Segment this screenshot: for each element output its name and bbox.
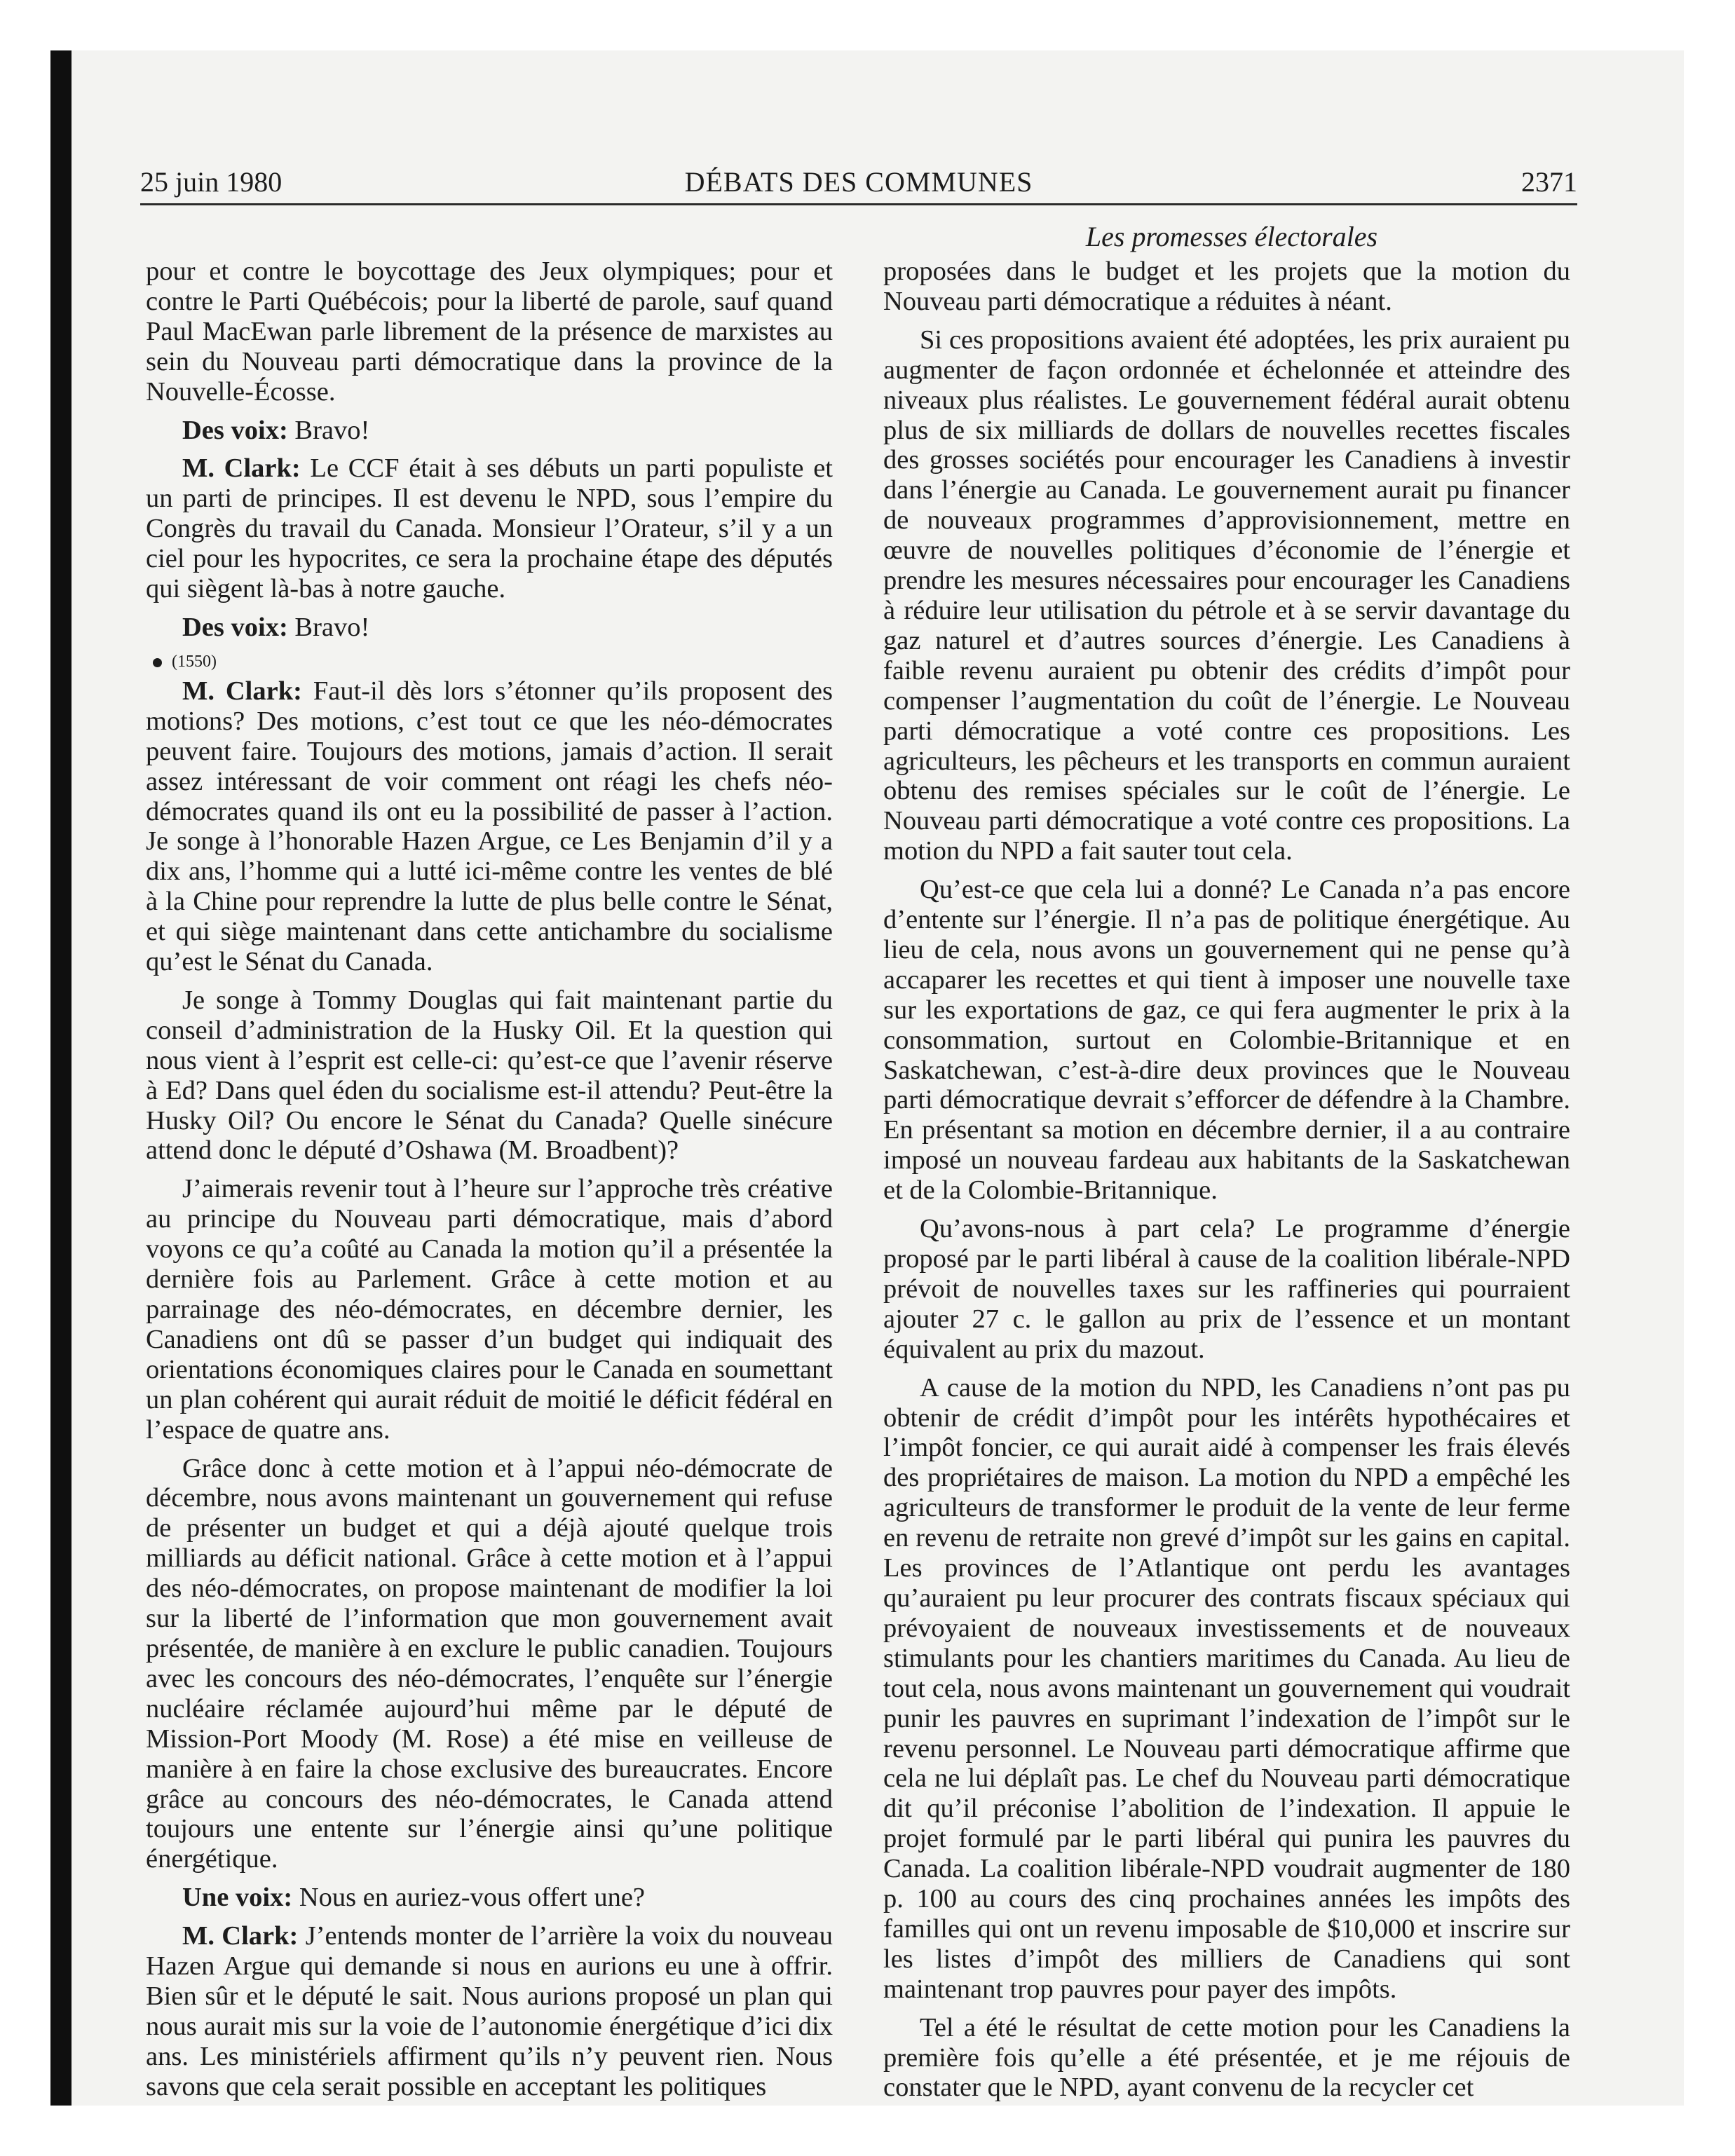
paragraph — [146, 676, 833, 977]
paragraph: Si ces propositions avaient été adoptées, les prix auraient pu augmenter de façon ordonnée et échelonnée et atteindre des niveaux plus réalistes. Le gouvernement fédéral aurait obtenu plus de six milliards de dollars de nouvelles recettes fiscales des grosses sociétés pour encourager les Canadiens à investir dans l’énergie au Canada. Le gouvernement aurait pu financer de nouveaux programmes d’approvisionnement, mettre en œuvre de nouvelles politiques d’économie de l’énergie et prendre les mesures nécessaires pour encourager les Canadiens à réduire leur utilisation du pétrole et à se servir davantage du gaz naturel et d’autres sources d’énergie. Les Canadiens à faible revenu auraient pu obtenir des crédits d’impôt pour compenser l’augmentation du coût de l’énergie. Le Nouveau parti démocratique a voté contre ces propositions. Les agriculteurs, les pêcheurs et les transports en commun auraient obtenu des remises spéciales sur le coût de l’énergie. Le Nouveau parti démocratique a voté contre ces propositions. La motion du NPD a fait sauter tout cela. — [883, 325, 1570, 866]
right-column — [883, 257, 1570, 2111]
paragraph: pour et contre le boycottage des Jeux olympiques; pour et contre le Parti Québécois; pour la liberté de parole, sauf quand Paul MacEwan parle librement de la présence de marxistes au sein du Nouveau parti démocratique dans la province de la Nouvelle-Écosse. — [146, 257, 833, 407]
paragraph: Qu’avons-nous à part cela? Le programme d’énergie proposé par le parti libéral à cause de la coalition libérale-NPD prévoit de nouvelles taxes sur les raffineries qui pourraient ajouter 27 c. le gallon au prix de l’essence et un montant équivalent au prix du mazout. — [883, 1214, 1570, 1364]
binding-edge — [50, 50, 72, 2106]
speaker-label: Des voix: — [182, 415, 288, 445]
paragraph — [146, 1921, 833, 2101]
speech-text: Bravo! — [287, 415, 370, 445]
page-number: 2371 — [1521, 166, 1577, 198]
paragraph: Je songe à Tommy Douglas qui fait maintenant partie du conseil d’administration de la Husky Oil. Et la question qui nous vient à l’esprit est celle-ci: qu’est-ce que l’avenir réserve à Ed? Dans quel éden du socialisme est-il attendu? Peut-être la Husky Oil? Ou encore le Sénat du Canada? Quelle sinécure attend donc le député d’Oshawa (M. Broadbent)? — [146, 985, 833, 1166]
page-header — [140, 163, 1577, 202]
paragraph: J’aimerais revenir tout à l’heure sur l’approche très créative au principe du Nouveau parti démocratique, mais d’abord voyons ce qu’a coûté au Canada la motion qu’il a présentée la dernière fois au Parlement. Grâce à cette motion et au parrainage des néo-démocrates, en décembre dernier, les Canadiens ont dû se passer d’un budget qui indiquait des orientations économiques claires pour le Canada en soumettant un plan cohérent qui aurait réduit de moitié le déficit fédéral en l’espace de quatre ans. — [146, 1174, 833, 1445]
speaker-label: M. Clark: — [182, 453, 301, 484]
speech-text: Nous en auriez-vous offert une? — [292, 1883, 646, 1913]
time-marker — [153, 651, 833, 672]
paragraph: Tel a été le résultat de cette motion pour les Canadiens la première fois qu’elle a été présentée, et je me réjouis de constater que le NPD, ayant convenu de la recycler cet — [883, 2012, 1570, 2103]
speaker-label: Des voix: — [182, 612, 288, 642]
header-rule — [140, 203, 1577, 205]
speech-text: Faut-il dès lors s’étonner qu’ils proposent des motions? Des motions, c’est tout ce que les néo-démocrates peuvent faire. Toujours des motions, jamais d’action. Il serait assez intéressant de voir comment ont réagi les chefs néo-démocrates quand ils ont eu la possibilité de passer à l’action. Je songe à l’honorable Hazen Argue, ce Les Benjamin d’il y a dix ans, l’homme qui a lutté ici-même contre les ventes de blé à la Chine pour reprendre la lutte de plus belle contre le Sénat, et qui siège maintenant dans cette antichambre du socialisme qu’est le Sénat du Canada. — [146, 676, 833, 977]
left-column — [146, 257, 833, 2110]
paragraph: Grâce donc à cette motion et à l’appui néo-démocrate de décembre, nous avons maintenant un gouvernement qui refuse de présenter un budget et qui a déjà ajouté quelque trois milliards au déficit national. Grâce à cette motion et à l’appui des néo-démocrates, on propose maintenant de modifier la loi sur la liberté de l’information que mon gouvernement avait présentée, de manière à en exclure le public canadien. Toujours avec les concours des néo-démocrates, l’enquête sur l’énergie nucléaire réclamée aujourd’hui même par le député de Mission-Port Moody (M. Rose) a été mise en veilleuse de manière à en faire la chose exclusive des bureaucrates. Encore grâce au concours des néo-démocrates, le Canada attend toujours une entente sur l’énergie ainsi qu’une politique énergétique. — [146, 1453, 833, 1874]
speech-text: J’entends monter de l’arrière la voix du nouveau Hazen Argue qui demande si nous en aurions eu une à offrir. Bien sûr et le député le sait. Nous aurions proposé un plan qui nous aurait mis sur la voie de l’autonomie énergétique d’ici dix ans. Les ministériels affirment qu’ils n’y peuvent rien. Nous savons que cela serait possible en acceptant les politiques — [146, 1921, 833, 2101]
speaker-label: M. Clark: — [182, 1921, 299, 1951]
bullet-icon — [153, 658, 162, 667]
paragraph: proposées dans le budget et les projets que la motion du Nouveau parti démocratique a réduites à néant. — [883, 257, 1570, 316]
paragraph — [146, 613, 833, 643]
time-marker-text: (1550) — [172, 652, 217, 671]
speaker-label: Une voix: — [182, 1883, 293, 1913]
header-date: 25 juin 1980 — [140, 166, 283, 198]
paragraph: Qu’est-ce que cela lui a donné? Le Canada n’a pas encore d’entente sur l’énergie. Il n’a pas de politique énergétique. Au lieu de cela, nous avons un gouvernement qui ne pense qu’à accaparer les recettes et qui tient à imposer une nouvelle taxe sur les exportations de gaz, ce qui fera augmenter le prix à la consommation, surtout en Colombie-Britannique et en Saskatchewan, c’est-à-dire deux provinces que le Nouveau parti démocratique devrait s’efforcer de défendre à la Chambre. En présentant sa motion en décembre dernier, il a au contraire imposé un nouveau fardeau aux habitants de la Saskatchewan et de la Colombie-Britannique. — [883, 875, 1570, 1206]
speech-text: Bravo! — [287, 612, 370, 642]
paragraph — [146, 416, 833, 446]
header-title: DÉBATS DES COMMUNES — [684, 166, 1033, 198]
section-subtitle: Les promesses électorales — [1085, 221, 1378, 252]
speaker-label: M. Clark: — [182, 676, 302, 706]
paragraph: A cause de la motion du NPD, les Canadiens n’ont pas pu obtenir de crédit d’impôt pour les intérêts hypothécaires et l’impôt foncier, ce qui aurait aidé à compenser les frais élevés des propriétaires de maison. La motion du NPD a empêché les agriculteurs de transformer le produit de la vente de leur ferme en revenu de retraite non grevé d’impôt sur les gains en capital. Les provinces de l’Atlantique ont perdu les avantages qu’auraient pu leur procurer des contrats fiscaux spéciaux qui prévoyaient de nouveaux investissements et de nouveaux stimulants pour les chantiers maritimes du Canada. Au lieu de tout cela, nous avons maintenant un gouvernement qui voudrait punir les pauvres en suprimant l’indexation de l’impôt sur le revenu personnel. Le Nouveau parti démocratique affirme que cela ne lui déplaît pas. Le chef du Nouveau parti démocratique dit qu’il préconise l’abolition de l’indexation. Il appuie le projet formulé par le parti libéral qui punira les pauvres du Canada. La coalition libérale-NPD voudrait augmenter de 180 p. 100 au cours des cinq prochaines années les impôts des familles qui ont un revenu imposable de $10,000 et inscrire sur les listes d’impôt des milliers de Canadiens qui sont maintenant trop pauvres pour payer des impôts. — [883, 1372, 1570, 2004]
paragraph — [146, 453, 833, 604]
paragraph — [146, 1883, 833, 1913]
speech-text: Le CCF était à ses débuts un parti populiste et un parti de principes. Il est devenu le NPD, sous l’empire du Congrès du travail du Canada. Monsieur l’Orateur, s’il y a un ciel pour les hypocrites, ce sera la prochaine étape des députés qui siègent là-bas à notre gauche. — [146, 453, 833, 604]
